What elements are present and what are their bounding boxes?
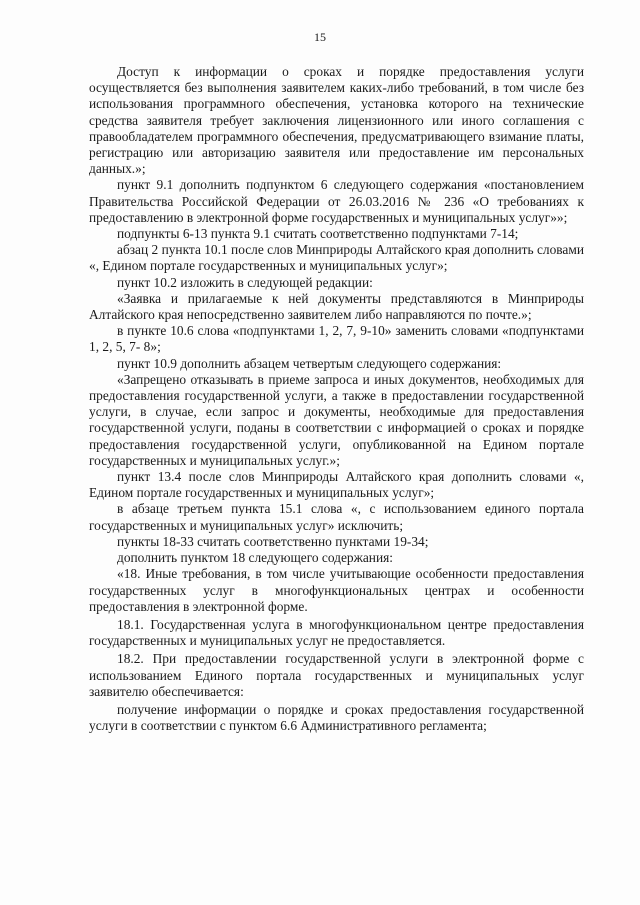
paragraph-10-1-addition: абзац 2 пункта 10.1 после слов Минприроды Алтайского края дополнить словами «, Едином портале государственных и муниципальных услуг»;	[89, 242, 584, 274]
paragraph-13-4-addition: пункт 13.4 после слов Минприроды Алтайского края дополнить словами «, Едином портале государственных и муниципальных услуг»;	[89, 469, 584, 501]
paragraph-18-text: «18. Иные требования, в том числе учитывающие особенности предоставления государственных услуг в многофункциональных центрах и особенности предоставления в электронной форме.	[89, 566, 584, 614]
paragraph-10-2-text: «Заявка и прилагаемые к ней документы представляются в Минприроды Алтайского края непосредственно заявителем либо направляются по почте.»;	[89, 290, 584, 323]
paragraph-renumber-subitems: подпункты 6-13 пункта 9.1 считать соответственно подпунктами 7-14;	[117, 226, 519, 242]
paragraph-18-1: 18.1. Государственная услуга в многофункциональном центре предоставления государственных и муниципальных услуг не предоставляется.	[89, 616, 584, 649]
paragraph-10-9-intro: пункт 10.9 дополнить абзацем четвертым следующего содержания:	[117, 355, 502, 371]
paragraph-18-intro: дополнить пунктом 18 следующего содержания:	[117, 550, 394, 566]
document-body	[89, 64, 584, 734]
paragraph-access-info: Доступ к информации о сроках и порядке предоставления услуги осуществляется без выполнения заявителем каких-либо требований, в том числе без использования программного обеспечения, установка которого на технические средства заявителя требует заключения лицензионного или иного соглашения с правообладателем программного обеспечения, предусматривающего взимание платы, регистрацию или авторизацию заявителя или предоставление им персональных данных.»;	[89, 64, 584, 177]
paragraph-18-2-item-1: получение информации о порядке и сроках предоставления государственной услуги в соответствии с пунктом 6.6 Административного регламента;	[89, 701, 584, 734]
paragraph-10-9-text: «Запрещено отказывать в приеме запроса и иных документов, необходимых для предоставления государственной услуги, а также в предоставлении государственной услуги, в случае, если запрос и документы, необходимые для предоставления государственной услуги, поданы в соответствии с информацией о сроках и порядке предоставления государственной услуги, опубликованной на Едином портале государственных и муниципальных услуг.»;	[89, 371, 584, 468]
paragraph-10-2-intro: пункт 10.2 изложить в следующей редакции:	[117, 274, 373, 290]
paragraph-9-1-addition: пункт 9.1 дополнить подпунктом 6 следующего содержания «постановлением Правительства Российской Федерации от 26.03.2016 № 236 «О требованиях к предоставлению в электронной форме государственных и муниципальных услуг»»;	[89, 177, 584, 225]
page-number: 15	[314, 30, 326, 44]
paragraph-18-2: 18.2. При предоставлении государственной услуги в электронной форме с использованием Единого портала государственных и муниципальных услуг заявителю обеспечивается:	[89, 651, 584, 699]
paragraph-15-1-change: в абзаце третьем пункта 15.1 слова «, с использованием единого портала государственных и муниципальных услуг» исключить;	[89, 501, 584, 533]
paragraph-renumber-items: пункты 18-33 считать соответственно пунктами 19-34;	[117, 533, 429, 549]
paragraph-10-6-change: в пункте 10.6 слова «подпунктами 1, 2, 7, 9-10» заменить словами «подпунктами 1, 2, 5, 7- 8»;	[89, 323, 584, 355]
